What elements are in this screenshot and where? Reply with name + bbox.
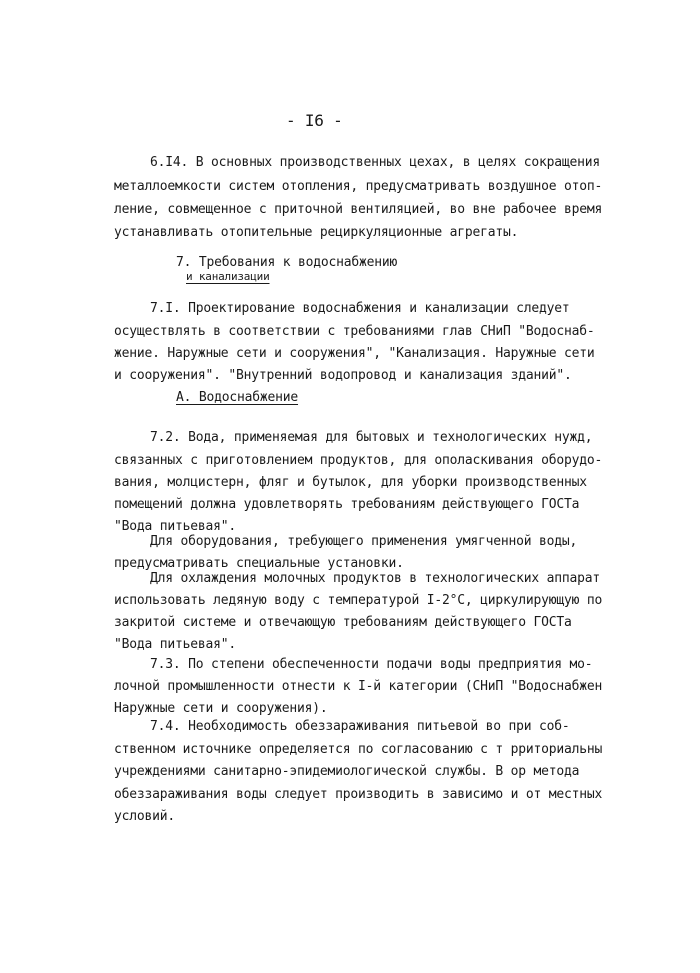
subsection-heading: А. Водоснабжение [176, 390, 299, 405]
p72-line-3: вания, молцистерн, фляг и бутылок, для уборки производственных [114, 475, 587, 490]
p72c-line-1: Для охлаждения молочных продуктов в технологических аппарат [150, 571, 600, 586]
p72-line-4: помещений должна удовлетворять требованиям действующего ГОСТа [114, 497, 580, 512]
p72c-line-2: использовать ледяную воду с температурой I-2°С, циркулирующую по [114, 593, 603, 608]
p614-line-2: металлоемкости систем отопления, предусматривать воздушное отоп- [114, 179, 603, 194]
p74-line-4: обеззараживания воды следует производить в зависимо и от местных [114, 787, 603, 802]
p614-line-1: 6.I4. В основных производственных цехах, в целях сокращения [150, 155, 600, 170]
p73-line-2: лочной промышленности отнести к I-й категории (СНиП "Водоснабжен [114, 679, 603, 694]
p72c-line-4: "Вода питьевая". [114, 637, 237, 652]
p73-line-3: Наружные сети и сооружения). [114, 701, 328, 716]
p74-line-1: 7.4. Необходимость обеззараживания питьевой во при соб- [150, 719, 570, 734]
p74-line-5: условий. [114, 809, 176, 824]
p72c-line-3: закритой системе и отвечающую требованиям действующего ГОСТа [114, 615, 572, 630]
p72-line-1: 7.2. Вода, применяемая для бытовых и технологических нужд, [150, 430, 593, 445]
p72-line-2: связанных с приготовлением продуктов, для ополаскивания оборудо- [114, 453, 603, 468]
p72-line-5: "Вода питьевая". [114, 519, 237, 534]
p72b-line-1: Для оборудования, требующего применения умягченной воды, [150, 534, 578, 549]
p71-line-2: осуществлять в соответствии с требованиями глав СНиП "Водоснаб- [114, 324, 595, 339]
page-number: - I6 - [286, 111, 343, 130]
p74-line-2: ственном источнике определяется по согласованию с т рриториальны [114, 742, 603, 757]
p71-line-4: и сооружения". "Внутренний водопровод и канализация зданий". [114, 368, 572, 383]
section7-heading-line-1: 7. Требования к водоснабжению [176, 255, 398, 270]
p614-line-4: устанавливать отопительные рециркуляционные агрегаты. [114, 225, 519, 240]
p73-line-1: 7.3. По степени обеспеченности подачи воды предприятия мо- [150, 657, 593, 672]
p74-line-3: учреждениями санитарно-эпидемиологической службы. В ор метода [114, 764, 580, 779]
p71-line-3: жение. Наружные сети и сооружения", "Канализация. Наружные сети [114, 346, 595, 361]
p72b-line-2: предусматривать специальные установки. [114, 556, 404, 571]
p71-line-1: 7.I. Проектирование водоснабжения и канализации следует [150, 301, 570, 316]
section7-heading-line-2: и канализации [186, 270, 270, 283]
p614-line-3: ление, совмещенное с приточной вентиляцией, во вне рабочее время [114, 202, 603, 217]
